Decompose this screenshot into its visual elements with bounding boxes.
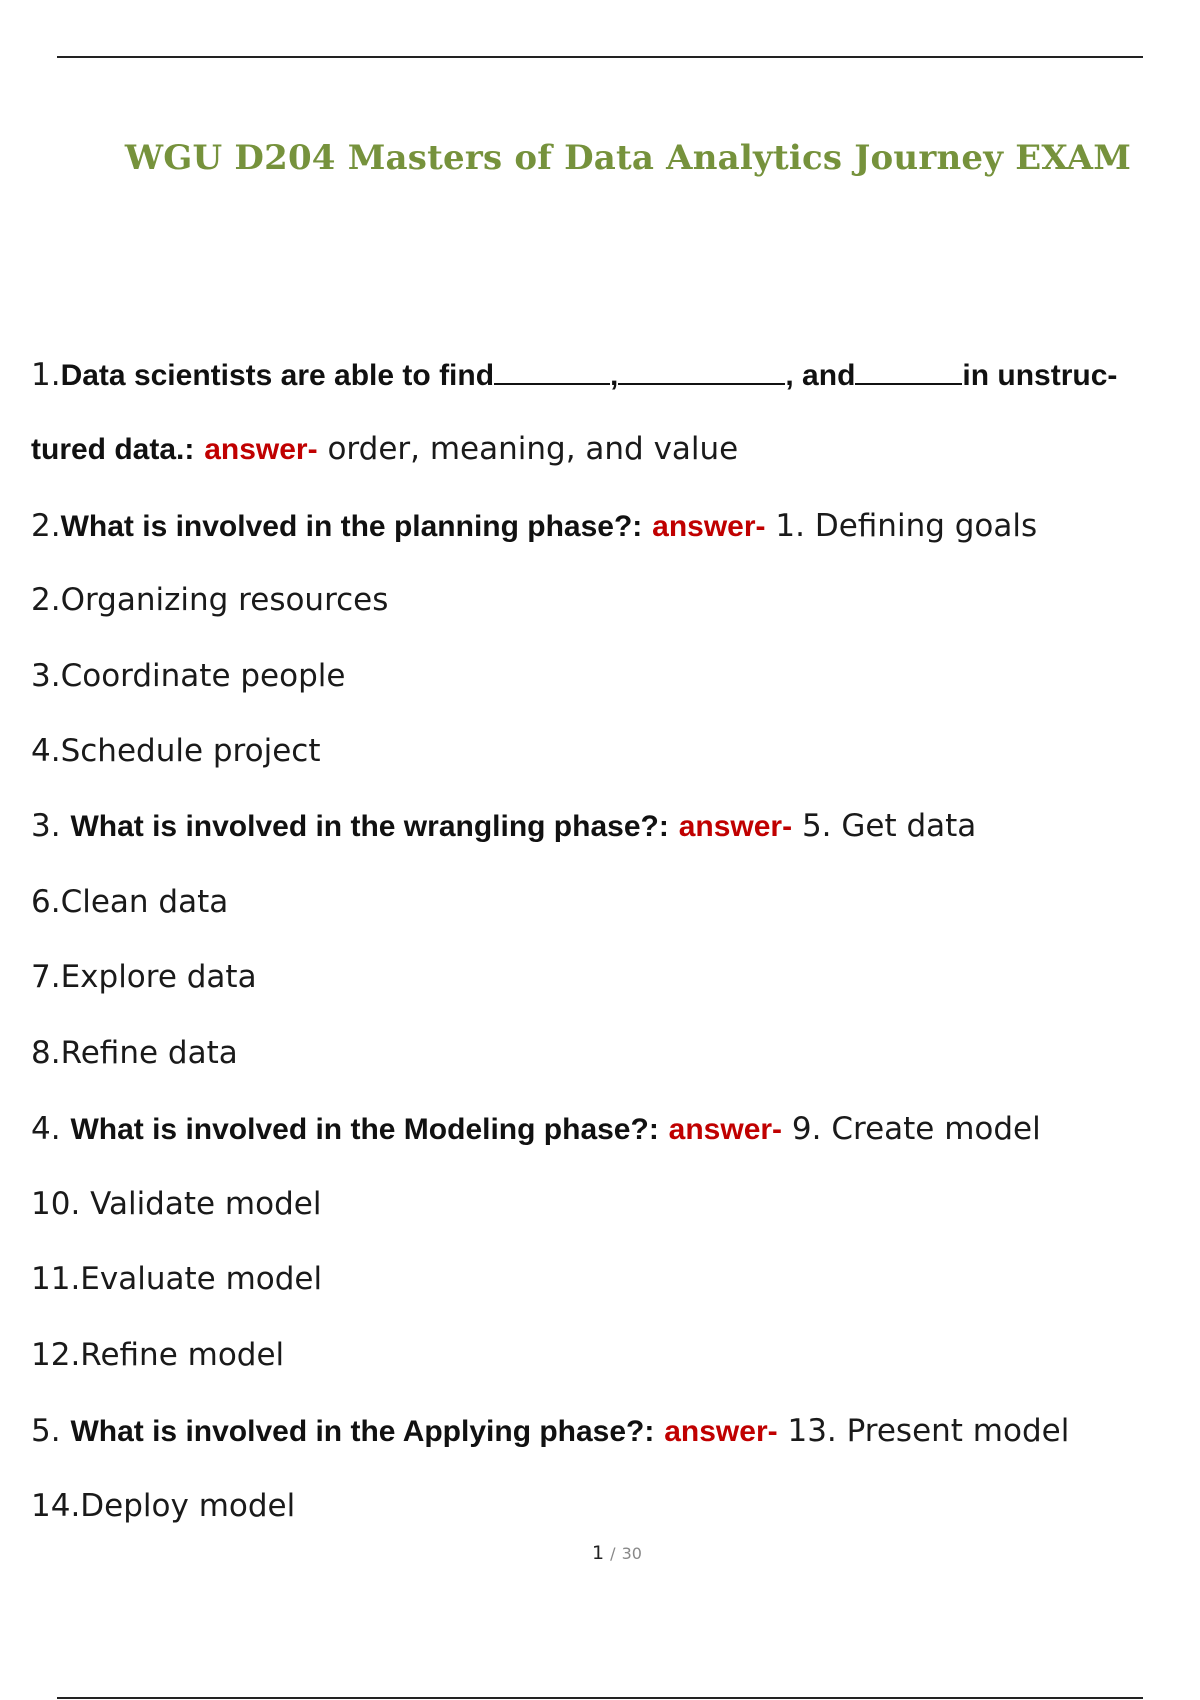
answer-text: 11.Evaluate model xyxy=(31,1261,323,1297)
answer-text: 1. Defining goals xyxy=(775,508,1038,544)
answer-text: Coordinate people xyxy=(60,658,346,694)
page-indicator xyxy=(0,1542,1200,1564)
answer-number: 6. xyxy=(31,884,61,920)
answer-text: 12.Refine model xyxy=(31,1337,285,1373)
question-number: 1. xyxy=(31,357,61,393)
answer-label: answer- xyxy=(678,810,793,843)
answer-blank xyxy=(618,357,785,385)
answer-line xyxy=(31,731,320,771)
answer-label: answer- xyxy=(664,1415,778,1448)
question-prompt: What is involved in the Modeling phase?: xyxy=(70,1113,659,1146)
answer-text: Clean data xyxy=(60,884,229,920)
answer-number: 7. xyxy=(31,959,61,995)
question-1-line-1 xyxy=(31,355,1117,396)
current-page: 1 xyxy=(592,1542,605,1564)
answer-line xyxy=(31,580,388,620)
answer-text: 5. Get data xyxy=(801,808,977,844)
page-separator: / xyxy=(610,1544,616,1563)
answer-label: answer- xyxy=(652,510,766,543)
question-prompt-cont: tured data.: xyxy=(31,433,195,466)
question-separator: , and xyxy=(785,359,856,392)
question-prompt: What is involved in the wrangling phase?: xyxy=(70,810,669,843)
question-number: 4. xyxy=(31,1111,71,1147)
question-3-line xyxy=(31,806,976,847)
question-prompt: What is involved in the planning phase?: xyxy=(60,510,643,543)
question-1-line-2 xyxy=(31,429,738,470)
answer-text: 9. Create model xyxy=(791,1111,1041,1147)
total-pages: 30 xyxy=(621,1544,642,1563)
answer-label: answer- xyxy=(668,1113,783,1146)
answer-text: Refine data xyxy=(60,1035,238,1071)
question-number: 2. xyxy=(31,508,61,544)
answer-line xyxy=(31,957,257,997)
answer-number: 8. xyxy=(31,1035,61,1071)
answer-line xyxy=(31,1486,295,1526)
answer-line xyxy=(31,882,228,922)
answer-text: 10. Validate model xyxy=(31,1186,322,1222)
answer-line xyxy=(31,1259,322,1299)
answer-line xyxy=(31,1335,284,1375)
answer-blank xyxy=(855,357,962,385)
answer-text: 13. Present model xyxy=(787,1413,1070,1449)
answer-number: 3. xyxy=(31,658,61,694)
question-prompt-end: in unstruc- xyxy=(962,359,1118,392)
answer-number: 4. xyxy=(31,733,61,769)
answer-text: Organizing resources xyxy=(60,582,389,618)
answer-text: 14.Deploy model xyxy=(31,1488,296,1524)
bottom-rule xyxy=(57,1697,1143,1699)
question-4-line xyxy=(31,1109,1041,1150)
top-rule xyxy=(57,56,1143,58)
answer-label: answer- xyxy=(204,433,318,466)
question-5-line xyxy=(31,1411,1069,1452)
question-number: 5. xyxy=(31,1413,71,1449)
question-2-line xyxy=(31,506,1037,547)
answer-text: Schedule project xyxy=(60,733,321,769)
question-prompt: What is involved in the Applying phase?: xyxy=(70,1415,655,1448)
answer-line xyxy=(31,656,345,696)
question-number: 3. xyxy=(31,808,71,844)
question-separator: , xyxy=(610,359,619,392)
document-title: WGU D204 Masters of Data Analytics Journey EXAM xyxy=(124,138,1132,178)
answer-text: Explore data xyxy=(60,959,257,995)
answer-number: 2. xyxy=(31,582,61,618)
answer-blank xyxy=(494,357,610,385)
question-prompt: Data scientists are able to find xyxy=(60,359,495,392)
answer-line xyxy=(31,1033,238,1073)
answer-line xyxy=(31,1184,321,1224)
answer-text: order, meaning, and value xyxy=(327,431,739,467)
